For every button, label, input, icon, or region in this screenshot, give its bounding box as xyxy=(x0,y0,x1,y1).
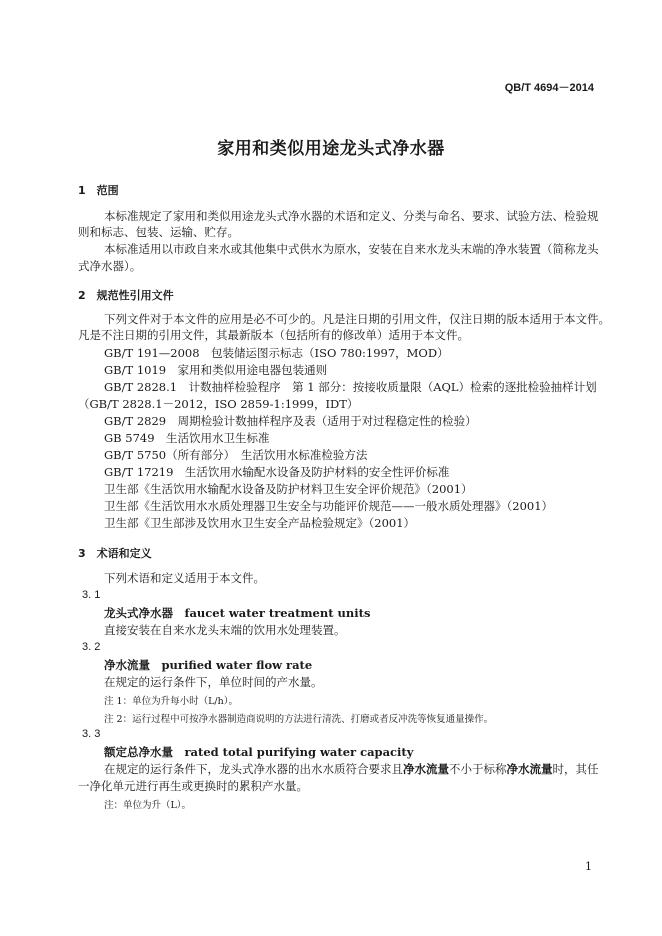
term-number: 3. 1 xyxy=(82,589,101,601)
definition-text: 不小于标称 xyxy=(449,762,507,776)
reference-item: 卫生部《生活饮用水输配水设备及防护材料卫生安全评价规范》（2001） xyxy=(104,482,473,496)
term-definition-cont: 一净化单元进行再生或更换时的累积产水量。 xyxy=(78,779,308,793)
section-2-paragraph-cont: 凡是不注日期的引用文件，其最新版本（包括所有的修改单）适用于本文件。 xyxy=(78,328,469,342)
definition-text: 在规定的运行条件下，龙头式净水器的出水水质符合要求且 xyxy=(104,762,403,776)
section-2-paragraph: 下列文件对于本文件的应用是必不可少的。凡是注日期的引用文件，仅注日期的版本适用于本文件。 xyxy=(104,312,610,326)
term-definition: 在规定的运行条件下，单位时间的产水量。 xyxy=(104,675,323,689)
definition-text: 时，其任 xyxy=(552,762,599,776)
section-1-paragraph-2-cont: 式净水器）。 xyxy=(78,259,142,273)
section-2-heading: 2 规范性引用文件 xyxy=(78,289,174,302)
page-number: 1 xyxy=(585,860,592,873)
section-3-intro: 下列术语和定义适用于本文件。 xyxy=(104,571,265,585)
standard-code: QB/T 4694－2014 xyxy=(504,82,594,94)
term-number: 3. 2 xyxy=(82,641,101,653)
term-definition xyxy=(104,761,599,777)
reference-item: 卫生部《卫生部涉及饮用水卫生安全产品检验规定》（2001） xyxy=(104,516,416,530)
reference-item: GB/T 2828.1 计数抽样检验程序 第 1 部分：按接收质量限（AQL）检索的逐批检验抽样计划 xyxy=(104,380,597,394)
bold-term-ref: 净水流量 xyxy=(506,762,553,776)
reference-item: 卫生部《生活饮用水水质处理器卫生安全与功能评价规范——一般水质处理器》（2001） xyxy=(104,499,554,513)
reference-item: GB/T 2829 周期检验计数抽样程序及表（适用于对过程稳定性的检验） xyxy=(104,414,477,428)
note: 注 1：单位为升每小时（L/h）。 xyxy=(104,696,238,707)
section-1-paragraph-1-cont: 则和标志、包装、运输、贮存。 xyxy=(78,225,239,239)
term-title: 龙头式净水器 faucet water treatment units xyxy=(104,606,371,620)
reference-item: GB/T 191—2008 包装储运图示标志（ISO 780:1997，MOD） xyxy=(104,346,449,360)
section-1-heading: 1 范围 xyxy=(78,184,119,197)
term-title: 净水流量 purified water flow rate xyxy=(104,658,313,672)
section-1-paragraph-1: 本标准规定了家用和类似用途龙头式净水器的术语和定义、分类与命名、要求、试验方法、检验规 xyxy=(104,209,599,223)
bold-term-ref: 净水流量 xyxy=(403,762,449,776)
term-title: 额定总净水量 rated total purifying water capacity xyxy=(104,745,414,759)
reference-item: GB/T 1019 家用和类似用途电器包装通则 xyxy=(104,363,328,377)
term-number: 3. 3 xyxy=(82,728,101,740)
reference-item-cont: （GB/T 2828.1－2012，ISO 2859-1:1999，IDT） xyxy=(78,397,359,411)
reference-item: GB/T 5750（所有部分） 生活饮用水标准检验方法 xyxy=(104,448,368,462)
reference-item: GB 5749 生活饮用水卫生标准 xyxy=(104,431,270,445)
term-definition: 直接安装在自来水龙头末端的饮用水处理装置。 xyxy=(104,623,346,637)
page-title: 家用和类似用途龙头式净水器 xyxy=(217,139,445,159)
section-3-heading: 3 术语和定义 xyxy=(78,547,152,560)
section-1-paragraph-2: 本标准适用以市政自来水或其他集中式供水为原水，安装在自来水龙头末端的净水装置（简称龙头 xyxy=(104,242,599,256)
note: 注：单位为升（L）。 xyxy=(104,800,192,811)
note: 注 2：运行过程中可按净水器制造商说明的方法进行清洗、打磨或者反冲洗等恢复通量操作。 xyxy=(104,714,494,725)
reference-item: GB/T 17219 生活饮用水输配水设备及防护材料的安全性评价标准 xyxy=(104,465,450,479)
